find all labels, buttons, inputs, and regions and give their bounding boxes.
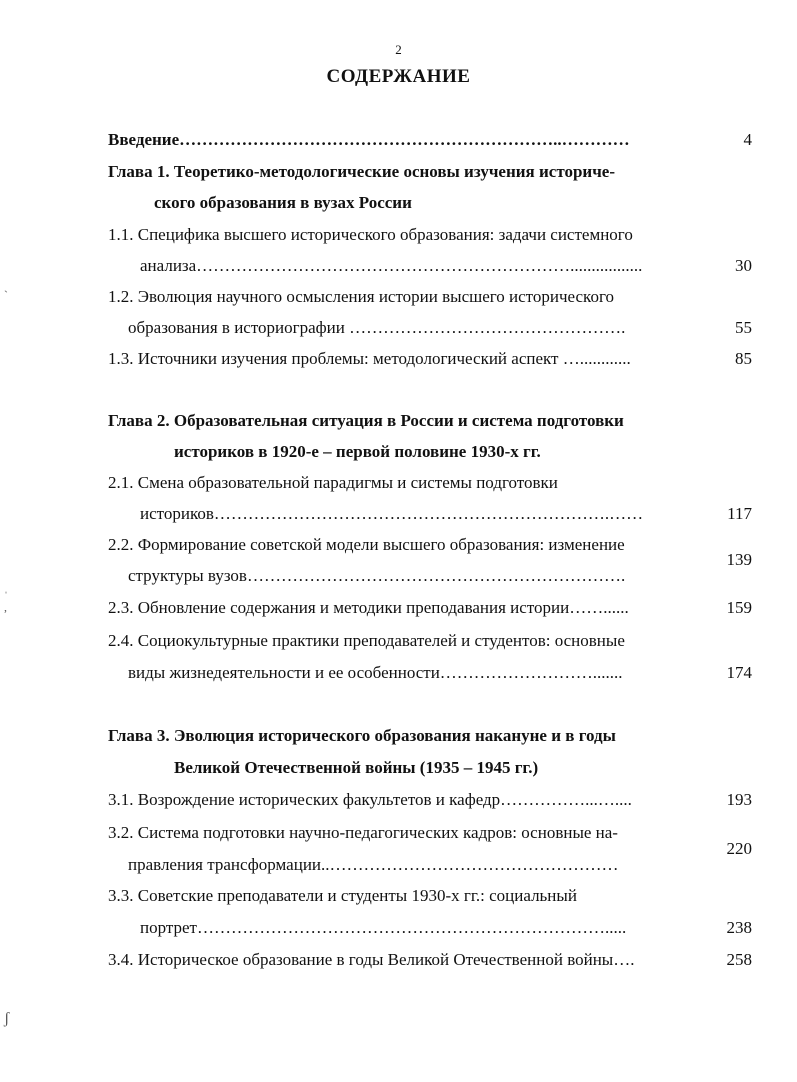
toc-intro: Введение…………………………………………………………..…………: [108, 130, 630, 149]
scan-mark: ʃ: [4, 1010, 10, 1027]
section-3-1-page: 193: [726, 790, 752, 809]
section-1-2-cont: образования в историографии ………………………………………….: [128, 318, 626, 337]
section-3-2-cont: правления трансформации..……………………………………………: [128, 855, 619, 874]
section-3-1: 3.1. Возрождение исторических факультетов и кафедр……………...…....: [108, 790, 632, 809]
section-3-3: 3.3. Советские преподаватели и студенты 1930-х гг.: социальный: [108, 886, 577, 905]
section-1-2: 1.2. Эволюция научного осмысления истории высшего исторического: [108, 287, 614, 306]
section-2-4-cont: виды жизнедеятельности и ее особенности……………………….......: [128, 663, 623, 682]
section-2-2-cont: структуры вузов………………………………………………………….: [128, 566, 626, 585]
section-3-3-cont: портрет……………………………………………………………….....: [140, 918, 627, 937]
section-1-1: 1.1. Специфика высшего исторического образования: задачи системного: [108, 225, 633, 244]
section-1-2-page: 55: [735, 318, 752, 337]
section-2-1: 2.1. Смена образовательной парадигмы и системы подготовки: [108, 473, 558, 492]
section-2-3: 2.3. Обновление содержания и методики преподавания истории……......: [108, 598, 629, 617]
section-2-4-page: 174: [726, 663, 752, 682]
scan-mark: ,: [4, 600, 7, 614]
chapter-3-title-cont: Великой Отечественной войны (1935 – 1945 гг.): [174, 758, 539, 777]
scan-mark: ˋ: [4, 288, 8, 302]
scan-mark: ˌ: [4, 580, 8, 594]
chapter-3-title: Глава 3. Эволюция исторического образования накануне и в годы: [108, 726, 616, 745]
chapter-1-title-cont: ского образования в вузах России: [154, 193, 412, 212]
section-1-3: 1.3. Источники изучения проблемы: методологический аспект …............: [108, 349, 631, 368]
chapter-2-title: Глава 2. Образовательная ситуация в России и система подготовки: [108, 411, 624, 430]
section-2-4: 2.4. Социокультурные практики преподавателей и студентов: основные: [108, 631, 625, 650]
section-3-4: 3.4. Историческое образование в годы Великой Отечественной войны….: [108, 950, 635, 969]
toc-intro-page: 4: [743, 130, 752, 149]
chapter-2-title-cont: историков в 1920-е – первой половине 1930-х гг.: [174, 442, 541, 461]
section-2-3-page: 159: [726, 598, 752, 617]
page-number: 2: [395, 42, 402, 57]
section-1-1-cont: анализа………………………………………………………….................: [140, 256, 643, 275]
section-1-1-page: 30: [735, 256, 752, 275]
page-title: СОДЕРЖАНИЕ: [326, 66, 471, 87]
section-2-2-page: 139: [726, 550, 752, 569]
section-3-4-page: 258: [726, 950, 752, 969]
section-1-3-page: 85: [735, 349, 752, 368]
section-2-1-cont: историков…………………………………………………………….……: [140, 504, 644, 523]
section-3-3-page: 238: [726, 918, 752, 937]
section-3-2-page: 220: [726, 839, 752, 858]
section-2-1-page: 117: [727, 504, 752, 523]
chapter-1-title: Глава 1. Теоретико-методологические основы изучения историче-: [108, 162, 616, 181]
section-2-2: 2.2. Формирование советской модели высшего образования: изменение: [108, 535, 625, 554]
section-3-2: 3.2. Система подготовки научно-педагогических кадров: основные на-: [108, 823, 618, 842]
